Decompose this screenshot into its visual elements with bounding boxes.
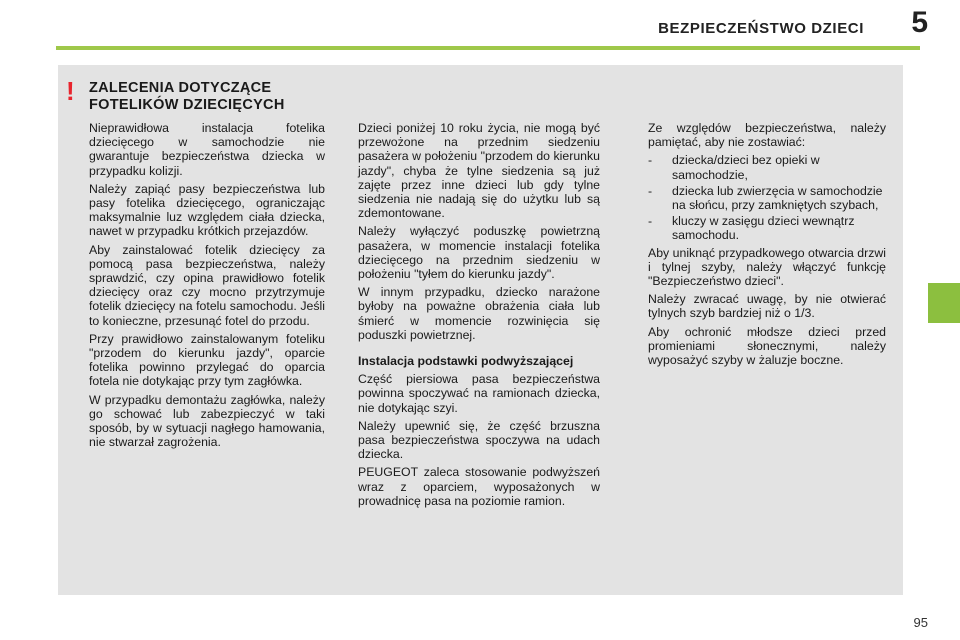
list-item-text: dziecka lub zwierzęcia w samochodzie na słońcu, przy zamkniętych szybach,: [672, 183, 883, 213]
list-item: [648, 153, 886, 181]
paragraph: Dzieci poniżej 10 roku życia, nie mogą być przewożone na przednim siedzeniu pasażera w położeniu "przodem do kierunku jazdy", chyba że tylne siedzenia są już zajęte przez inne dzieci lub gdy tylne siedzenia nie nadają się do użytku lub są zdemontowane.: [358, 121, 600, 221]
section-title-line-1: ZALECENIA DOTYCZĄCE: [89, 80, 272, 96]
page-header-title: BEZPIECZEŃSTWO DZIECI: [658, 20, 864, 37]
paragraph: Ze względów bezpieczeństwa, należy pamiętać, aby nie zostawiać:: [648, 121, 886, 150]
paragraph: Aby ochronić młodsze dzieci przed promieniami słonecznymi, należy wyposażyć szyby w żaluzje boczne.: [648, 324, 886, 368]
paragraph: Aby zainstalować fotelik dziecięcy za pomocą pasa bezpieczeństwa, należy sprawdzić, czy opina prawidłowo fotelik dziecięcy oraz czy mocno przytrzymuje fotelik dziecięcy na fotelu samochodu. Jeśli to konieczne, przesunąć fotel do przodu.: [89, 242, 325, 328]
paragraph: W przypadku demontażu zagłówka, należy go schować lub zabezpieczyć w taki sposób, by w sytuacji nagłego hamowania, nie stwarzał zagrożenia.: [89, 392, 325, 450]
subheading: Instalacja podstawki podwyższającej: [358, 354, 574, 369]
paragraph: PEUGEOT zaleca stosowanie podwyższeń wraz z oparciem, wyposażonych w prowadnicę pasa na poziomie ramion.: [358, 465, 600, 508]
section-title: [89, 80, 285, 114]
dash-marker: -: [648, 214, 653, 229]
paragraph: Należy zapiąć pasy bezpieczeństwa lub pasy fotelika dziecięcego, ograniczając maksymalnie luz względem ciała dziecka, nawet w przypadku krótkich przejazdów.: [89, 181, 325, 239]
paragraph: W innym przypadku, dziecko narażone byłoby na poważne obrażenia ciała lub śmierć w momencie rozwinięcia się poduszki powietrznej.: [358, 285, 600, 342]
section-title-line-2: FOTELIKÓW DZIECIĘCYCH: [89, 97, 285, 113]
paragraph: Przy prawidłowo zainstalowanym foteliku "przodem do kierunku jazdy", oparcie fotelika powinno przylegać do oparcia fotela nie dotykając przy tym zagłówka.: [89, 331, 325, 389]
list-item-text: kluczy w zasięgu dzieci wewnątrz samochodu.: [672, 214, 855, 243]
paragraph: Należy zwracać uwagę, by nie otwierać tylnych szyb bardziej niż o 1/3.: [648, 292, 886, 321]
paragraph: Część piersiowa pasa bezpieczeństwa powinna spoczywać na ramionach dziecka, nie dotykając szyi.: [358, 372, 600, 415]
chapter-number: 5: [911, 6, 928, 39]
bullet-list: [648, 153, 886, 242]
dash-marker: -: [648, 153, 653, 168]
paragraph: Należy wyłączyć poduszkę powietrzną pasażera, w momencie instalacji fotelika dziecięcego na przednim siedzeniu w położeniu "tyłem do kierunku jazdy".: [358, 224, 600, 282]
header-divider: [56, 46, 920, 50]
paragraph: Nieprawidłowa instalacja fotelika dziecięcego w samochodzie nie gwarantuje bezpieczeństwa dziecka w przypadku kolizji.: [89, 121, 325, 178]
dash-marker: -: [648, 183, 653, 198]
text-column-3: [648, 121, 886, 371]
page-number: 95: [913, 615, 928, 630]
text-column-2: [358, 121, 600, 512]
warning-icon: !: [66, 76, 75, 106]
paragraph: Należy upewnić się, że część brzuszna pasa bezpieczeństwa spoczywa na udach dziecka.: [358, 418, 600, 462]
paragraph: Aby uniknąć przypadkowego otwarcia drzwi i tylnej szyby, należy włączyć funkcję "Bezpieczeństwo dzieci".: [648, 245, 886, 289]
list-item: [648, 214, 886, 242]
chapter-side-tab: [928, 283, 960, 323]
list-item: [648, 184, 886, 212]
text-column-1: [89, 121, 325, 453]
list-item-text: dziecka/dzieci bez opieki w samochodzie,: [672, 153, 820, 182]
